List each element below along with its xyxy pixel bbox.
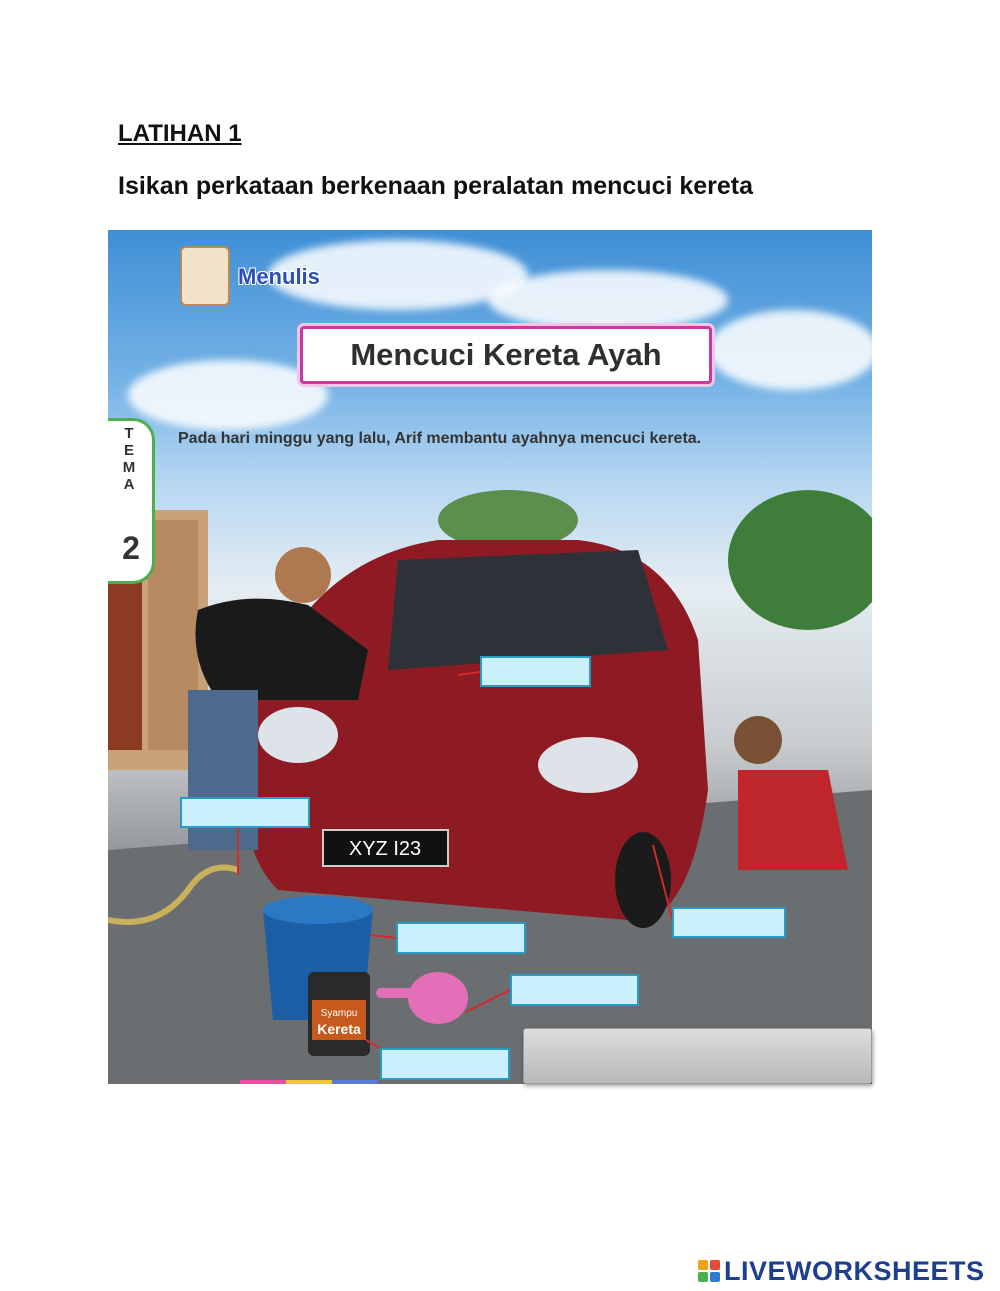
answer-box-tyre[interactable] [672,907,786,938]
water-scoop-handle [376,988,416,998]
info-panel [523,1028,872,1084]
son-head [734,716,782,764]
car-headlight [538,737,638,793]
tema-tab [108,418,155,584]
logo-mark-icon [698,1260,720,1282]
liveworksheets-logo [698,1256,985,1286]
story-title: Mencuci Kereta Ayah [300,326,712,384]
answer-box-hose[interactable] [180,797,310,828]
color-stripe [286,1080,332,1084]
son-shirt [738,770,848,870]
page-heading: LATIHAN 1 [118,120,242,147]
bucket-rim [263,896,373,924]
instruction-text: Isikan perkataan berkenaan peralatan mencuci kereta [118,172,754,200]
car-windshield [388,550,668,670]
gate [108,580,142,750]
logo-text: LIVEWORKSHEETS [724,1255,985,1286]
car-headlight [258,707,338,763]
shampoo-label-bottom: Kereta [317,1021,361,1037]
answer-box-shampoo[interactable] [380,1048,510,1080]
logo-mark-tile [698,1272,708,1282]
answer-box-bucket[interactable] [396,922,526,954]
tree [728,490,872,630]
tema-number: 2 [122,530,140,566]
answer-box-cloth[interactable] [480,656,591,687]
logo-mark-tile [710,1260,720,1270]
water-scoop [408,972,468,1024]
license-plate-text: XYZ I23 [348,838,422,860]
tema-label: TEMA [122,425,136,493]
menulis-icon [180,246,230,306]
story-text: Pada hari minggu yang lalu, Arif membantu ayahnya mencuci kereta. [178,430,702,447]
section-label: Menulis [238,264,320,289]
logo-mark-tile [698,1260,708,1270]
father-head [275,547,331,603]
logo-mark-tile [710,1272,720,1282]
answer-box-scoop[interactable] [510,974,639,1006]
color-stripe [240,1080,286,1084]
color-stripe [332,1080,378,1084]
shampoo-label-top: Syampu [320,1008,358,1019]
